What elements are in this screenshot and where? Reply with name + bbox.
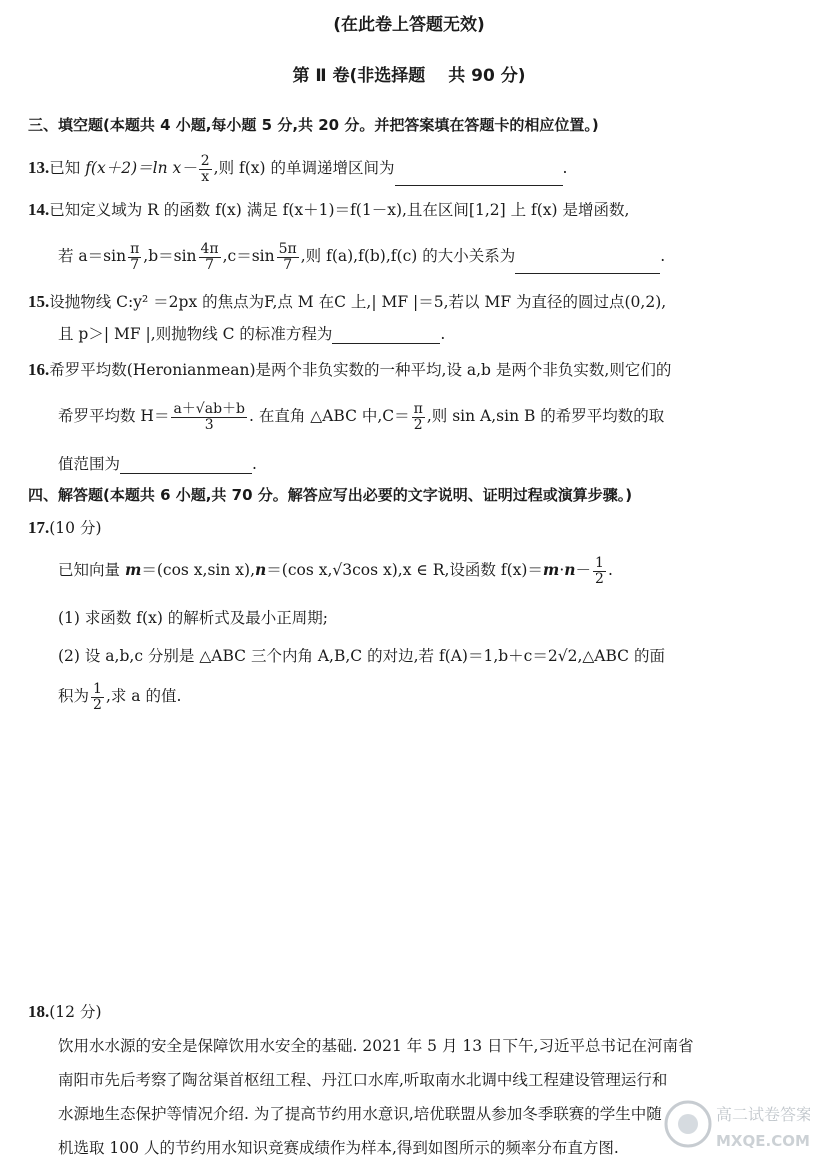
question-14 [28,198,629,220]
q14-fraction-a: $\frac{\pi}{7}$ [130,240,140,273]
answer-blank[interactable] [120,455,252,474]
svg-text:高二试卷答案: 高二试卷答案 [716,1105,810,1124]
q17-part1: (1) 求函数 f(x) 的解析式及最小正周期; [58,609,329,627]
q15-line1: 设抛物线 C:y² ＝2px 的焦点为F,点 M 在C 上,| MF |＝5,若以 MF 为直径的圆过点(0,2), [49,293,667,311]
watermark-logo [660,1084,810,1162]
question-number: 14. [28,200,50,219]
question-number: 18. [28,1002,50,1021]
answer-blank[interactable] [332,325,440,344]
question-16 [28,358,671,380]
volume-title: 第 Ⅱ 卷(非选择题 共 90 分) [292,66,526,86]
q17-part2: (2) 设 a,b,c 分别是 △ABC 三个内角 A,B,C 的对边,若 f(A)＝1,b＋c＝2√2,△ABC 的面 [58,647,665,665]
question-16-line3: 值范围为 . [58,455,257,473]
question-16-line2: 希罗平均数 H＝ $\frac{a+√ab+b}{3}$ . 在直角 △ABC 中,C＝ $\frac{\pi}{2}$ ,则 sin A,sin B 的希罗平均数的取 [58,400,665,433]
q18-line4: 机选取 100 人的节约用水知识竞赛成绩作为样本,得到如图所示的频率分布直方图. [58,1139,619,1157]
question-number: 16. [28,360,50,379]
question-14-line2: 若 a＝sin $\frac{\pi}{7}$ ,b＝sin $\frac{4\pi}{7}$ ,c＝sin $\frac{5\pi}{7}$ ,则 f(a),f(b),f(c) 的大小关系为 . [58,240,666,273]
question-number: 15. [28,292,50,311]
q16-line1: 希罗平均数(Heronianmean)是两个非负实数的一种平均,设 a,b 是两个非负实数,则它们的 [49,361,672,379]
answer-blank[interactable] [395,167,563,186]
q18-line2: 南阳市先后考察了陶岔渠首枢纽工程、丹江口水库,听取南水北调中线工程建设管理运行和 [58,1071,668,1089]
question-15-line2: 且 p＞| MF |,则抛物线 C 的标准方程为 . [58,325,446,343]
q13-tail: ,则 f(x) 的单调递增区间为 [213,159,395,177]
q17-half-fraction: $\frac{1}{2}$ [595,554,604,587]
q17-part2-line2: 积为 $\frac{1}{2}$ ,求 a 的值. [58,680,182,713]
svg-text:MXQE.COM: MXQE.COM [716,1132,810,1150]
q14-fraction-c: $\frac{5\pi}{7}$ [278,240,297,273]
q14-fraction-b: $\frac{4\pi}{7}$ [200,240,219,273]
section4-heading: 四、解答题(本题共 6 小题,共 70 分。解答应写出必要的文字说明、证明过程或演算步骤。) [28,486,633,504]
question-15 [28,290,666,312]
q17-score: (10 分) [49,519,102,537]
heron-mean-fraction: $\frac{a+√ab+b}{3}$ [173,400,245,433]
angle-c-fraction: $\frac{\pi}{2}$ [413,400,423,433]
q18-score: (12 分) [49,1003,102,1021]
question-18 [28,1000,102,1022]
q13-text: 已知 [49,159,86,177]
q13-function: f(x＋2)＝ln x－ [85,159,197,177]
watermark-icon [660,1084,810,1162]
question-13: 13.已知 f(x＋2)＝ln x－ $\frac{2}{x}$ ,则 f(x) 的单调递增区间为 . [28,152,568,185]
q18-line1: 饮用水水源的安全是保障饮用水安全的基础. 2021 年 5 月 13 日下午,习近平总书记在河南省 [58,1037,694,1055]
question-17 [28,516,102,538]
question-number: 17. [28,518,50,537]
invalid-notice: (在此卷上答题无效) [333,15,485,35]
question-number: 13. [28,158,50,177]
q14-line1: 已知定义域为 R 的函数 f(x) 满足 f(x＋1)＝f(1－x),且在区间[1,2] 上 f(x) 是增函数, [49,201,630,219]
section3-heading: 三、填空题(本题共 4 小题,每小题 5 分,共 20 分。并把答案填在答题卡的相应位置。) [28,116,599,134]
q17-area-fraction: $\frac{1}{2}$ [93,680,102,713]
q17-stem: 已知向量 m＝(cos x,sin x),n＝(cos x,√3cos x),x ∈ R,设函数 f(x)＝m·n－ $\frac{1}{2}$ . [58,554,613,587]
q18-line3: 水源地生态保护等情况介绍. 为了提高节约用水意识,培优联盟从参加冬季联赛的学生中随 [58,1105,662,1123]
answer-blank[interactable] [515,255,660,274]
q13-fraction: $\frac{2}{x}$ [200,152,210,185]
